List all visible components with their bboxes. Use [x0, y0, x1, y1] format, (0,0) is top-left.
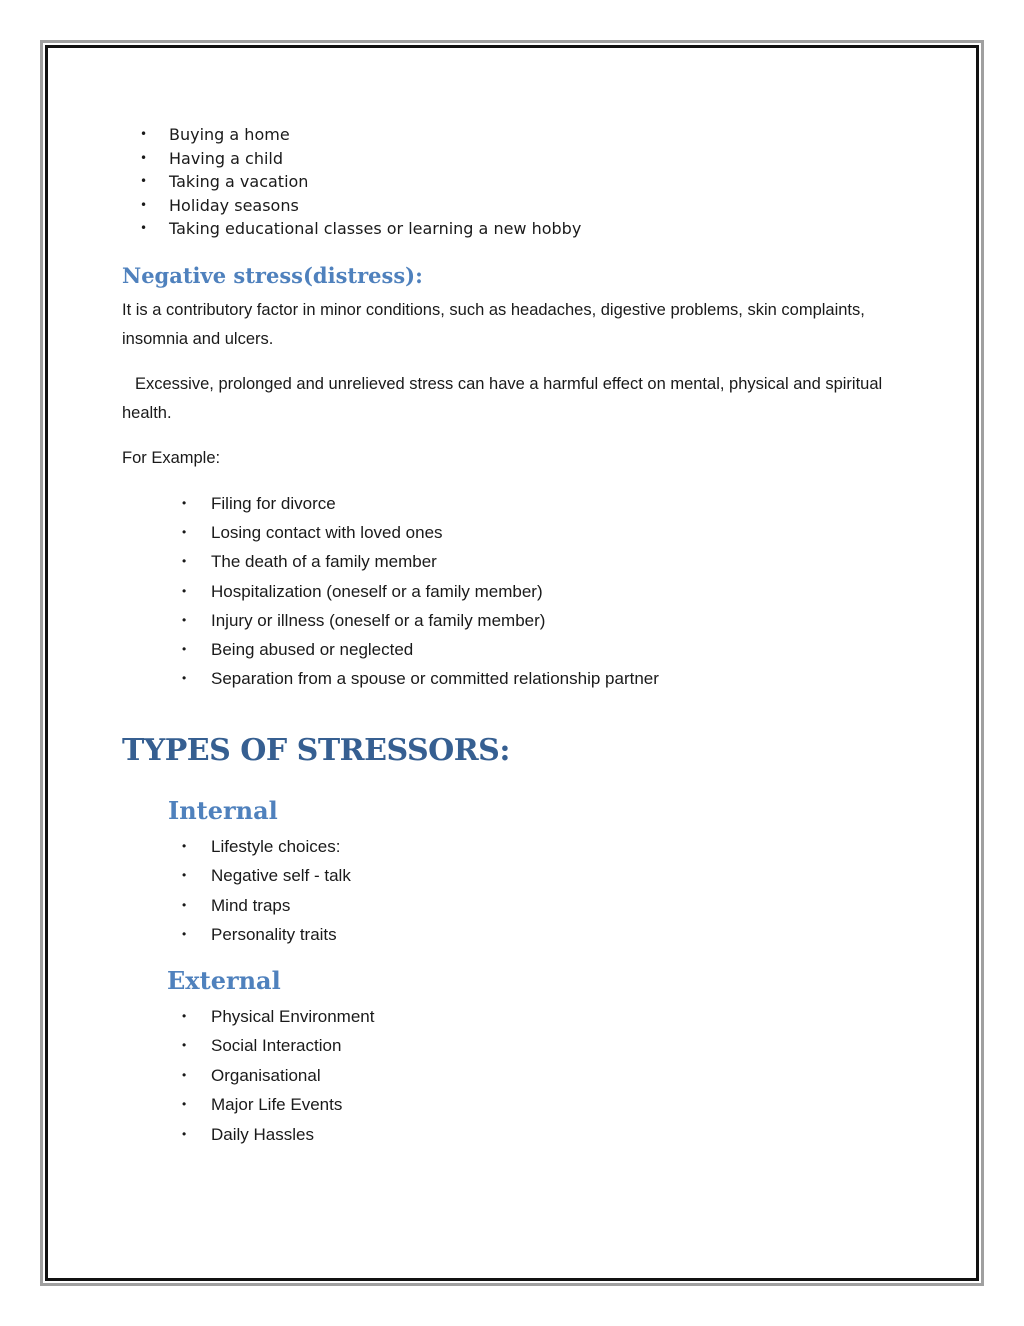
list-item: • Negative self - talk: [0, 861, 1024, 890]
list-item: • Social Interaction: [0, 1031, 1024, 1060]
bullet-icon: •: [182, 897, 187, 912]
external-heading: External: [167, 966, 281, 995]
list-item: • Personality traits: [0, 920, 1024, 949]
list-item: • Injury or illness (oneself or a family member): [0, 606, 1024, 635]
for-example-label: For Example:: [122, 449, 221, 467]
list-item: • Organisational: [0, 1061, 1024, 1090]
list-item: • Mind traps: [0, 891, 1024, 920]
positive-stress-list: [0, 123, 1024, 241]
bullet-icon: •: [182, 839, 187, 853]
bullet-icon: •: [182, 671, 187, 686]
bullet-icon: •: [182, 1038, 187, 1053]
bullet-icon: •: [140, 127, 148, 141]
list-item: • The death of a family member: [0, 547, 1024, 576]
bullet-icon: •: [182, 927, 187, 942]
bullet-icon: •: [182, 1126, 187, 1141]
list-item: • Being abused or neglected: [0, 635, 1024, 664]
external-stressors-list: [0, 1002, 1024, 1149]
negative-stress-paragraph-2: Excessive, prolonged and unrelieved stress can have a harmful effect on mental, physical and spiritual health.: [122, 375, 883, 422]
bullet-icon: •: [182, 612, 187, 627]
list-item: • Losing contact with loved ones: [0, 518, 1024, 547]
bullet-icon: •: [140, 150, 148, 165]
list-item: • Hospitalization (oneself or a family member): [0, 577, 1024, 606]
types-of-stressors-heading: TYPES OF STRESSORS:: [122, 733, 510, 768]
bullet-icon: •: [182, 1009, 187, 1023]
bullet-icon: •: [182, 1067, 187, 1082]
bullet-icon: •: [182, 641, 187, 656]
list-item: • Filing for divorce: [0, 489, 1024, 518]
list-item: • Separation from a spouse or committed relationship partner: [0, 664, 1024, 693]
list-item: • Taking educational classes or learning a new hobby: [0, 217, 1024, 241]
bullet-icon: •: [140, 197, 148, 212]
bullet-icon: •: [182, 868, 187, 883]
list-item: • Daily Hassles: [0, 1120, 1024, 1149]
bullet-icon: •: [140, 221, 148, 236]
list-item: • Taking a vacation: [0, 170, 1024, 194]
internal-stressors-list: [0, 832, 1024, 950]
bullet-icon: •: [140, 174, 148, 189]
list-item: • Holiday seasons: [0, 194, 1024, 218]
bullet-icon: •: [182, 554, 187, 569]
negative-examples-list: [0, 489, 1024, 693]
bullet-icon: •: [182, 525, 187, 540]
bullet-icon: •: [182, 496, 187, 510]
bullet-icon: •: [182, 583, 187, 598]
list-item: • Lifestyle choices:: [0, 832, 1024, 861]
list-item: • Major Life Events: [0, 1090, 1024, 1119]
negative-stress-paragraph-1: It is a contributory factor in minor conditions, such as headaches, digestive problems, skin complaints, insomnia and ulcers.: [122, 301, 865, 348]
negative-stress-heading: Negative stress(distress):: [122, 263, 423, 288]
list-item: • Buying a home: [0, 123, 1024, 147]
list-item: • Having a child: [0, 147, 1024, 171]
internal-heading: Internal: [168, 796, 278, 825]
bullet-icon: •: [182, 1097, 187, 1112]
list-item: • Physical Environment: [0, 1002, 1024, 1031]
